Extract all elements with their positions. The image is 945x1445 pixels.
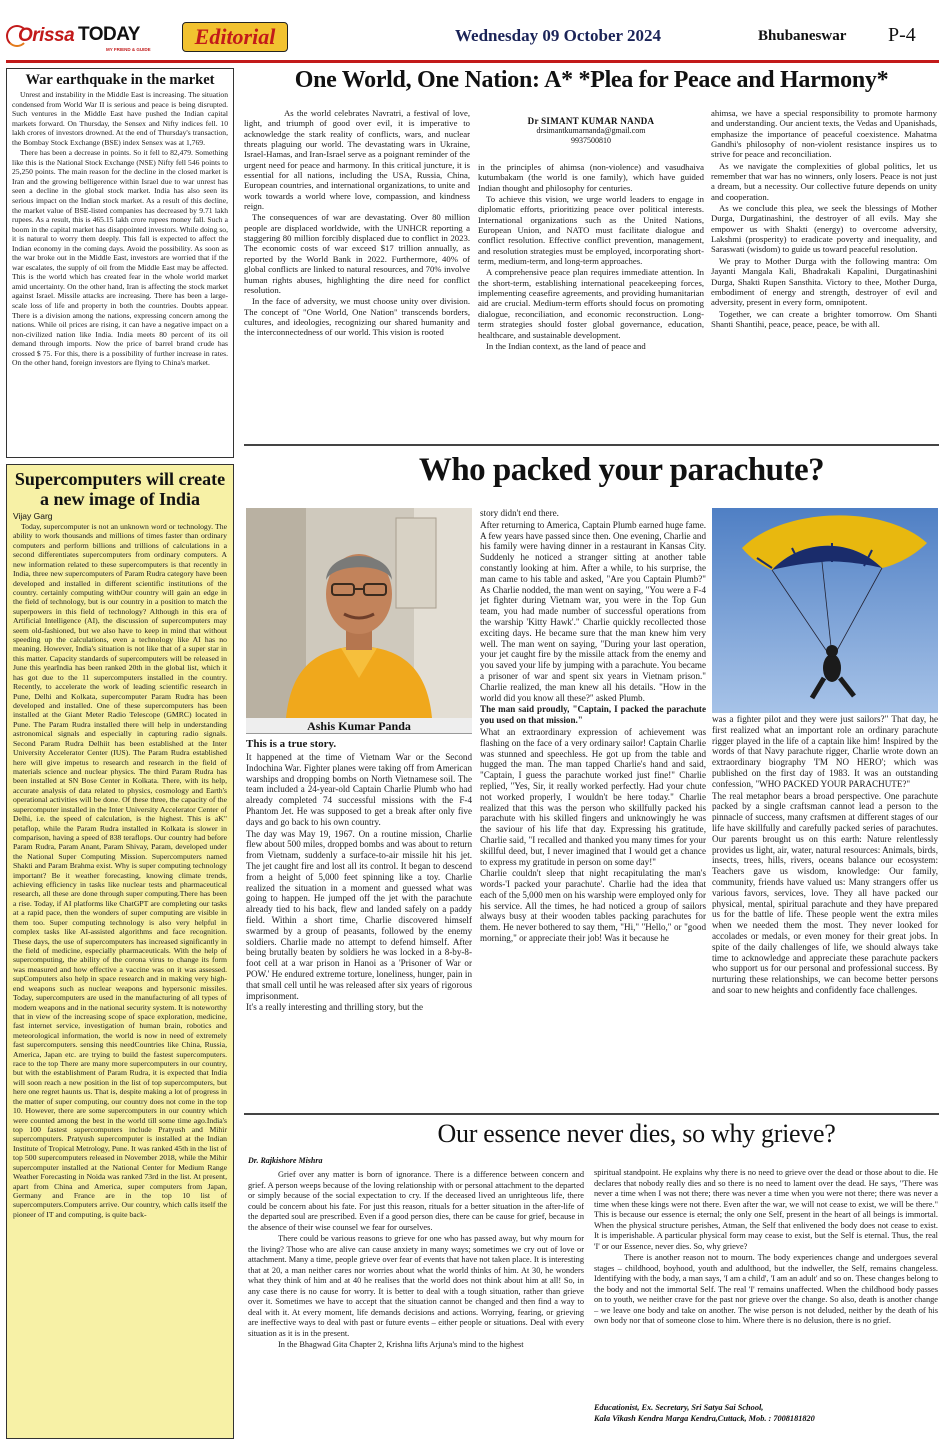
skydiver-parachute-icon (712, 508, 938, 713)
parachute-photo (712, 508, 938, 713)
parachute-column-2 (480, 508, 706, 1108)
world-column-2 (478, 162, 704, 438)
author-photo (246, 508, 472, 718)
edition-city: Bhubaneswar (758, 28, 847, 44)
paragraph: There could be various reasons to grieve for one who has passed away, but why mourn for the living? Those who are alive can cause anxiety in many ways; sometimes we cry out of love or attachment. Many a time, people grieve over fear of events that have not taken place. It is interesting that at 20, a man neither cares nor worries about what the world thinks of him. At 30, he wonders what they think of him and at 40 he realises that the world does not think about him at all! So, in any case there is no cause for worry. It is better to deal with a tough situation, rather than grieve over it. Sometimes we have to accept that the situation cannot be changed and then find a way to deal with it. At every moment, life demands decisions and actions. Worrying, fearing, or grieving are ineffective ways to deal with past or future events – either people or situations. Deal with every situation as it is in the present. (248, 1234, 584, 1338)
paragraph: In the face of adversity, we must choose unity over division. The concept of "One World, One Nation" transcends borders, cultures, and ideologies, recognizing our shared humanity and the interconnectedness of our world. This vision is rooted (244, 296, 470, 338)
paragraph: As we navigate the complexities of global politics, let us remember that war has no winners, only losers. Peace is not just a dream, but a necessity. Our collective future depends on unity and cooperation. (711, 160, 937, 202)
paragraph: After returning to America, Captain Plumb earned huge fame. A few years have passed since then. One evening, Charlie and his family were having dinner in a restaurant in Kansas City. Suddenly he noticed a stranger sitting at another table constantly looking at him. After a while, to his surprise, the man came to his table and asked, "Are you Captain Plumb?" As Charlie nodded, the man went on saying, "You were a F-4 jet fighter during Vietnam war, you were in the Top Gun team, you had made number of successful operations from the warship 'Kitty Hawk'." Charlie quickly recollected those exciting days. He became sure that the man knew him very well. The man went on saying, "During your last operation, your jet caught fire by the missile attack from the enemy and you saved your life by jumping with a parachute. You became a prisoner of war and spent six years in Vietnam prison." Charlie realized, the man knew all his details. "How in the world did you know all these?" asked Plumb. (480, 519, 706, 703)
paragraph: It's a really interesting and thrilling story, but the (246, 1002, 424, 1013)
paragraph: Today, supercomputer is not an unknown word or technology. The ability to work thousands and millions of times faster than ordinary computers and perform billions and trillions of calculations in a second differentiates supercomputers from ordinary computers. A new information related to these supercomputers is that recently in India, three new supercomputers of Param Rudra category have been developed and installed in different scientific institutions of the country. certainly computing withOur country will gain an edge in the field of technology, but is our country in a position to match the superpowers in this field of technology? Although in this era of Artificial Intelligence (AI), the discussion of supercomputers may seem old-fashioned, but we also have to keep in mind that without speeding up the calculations, even a technology like AI has no meaning. However, India's situation is not like that of a super star in this matter. Capacity standards of supercomputers will be released in June this yearIndia has been ranked 20th in the global list, which it has got due to the 11 supercomputers installed in the country. Recently, to accelerate the work of leading scientific research in Pune, Delhi and Kolkata, supercomputer Param Rudra has been developed and installed. One of these supercomputers has been installed at the Giant Meter Radio Telescope (GMRC) located in Pune. The Param Rudra installed there will help in understanding astronomical signals and especially in capturing radio signals. Second Param Rudra Delhiit has been established at the Inter University Accelerator Center (IUS). The Param Rudra established here will give impetus to research and research in the field of materials science and nuclear physics. The third Param Rudra has been installed at SN Bose Center in Kolkata. There, with its help, accurate analysis of data related to physics, cosmology and Earth's operational activities will be done. Of these three, the capacity of the supercomputer installed in the Inter University Accelerator Center of Delhi, i.e. the speed of calculation, is the highest. This is aK" petaflop, while the Param Rudra installed in Kolkata is slower in comparison, having a speed of 838 teraflops. Our country had before Param Rudra, Param Anant, Param Shivay, Param, developed under the National Super Computing Mission. Supercomputers named Shakti and Param Brahma exist. Why is super computing technology important? Be it weather forecasting, knowing climate trends, achieving efficiency in tasks like nuclear tests and pharmaceutical research, all these are done through super computing.There has been a rise. Today, if AI platforms like ChatGPT are completing our tasks at a rapid pace, then the wonders of super computing are visible in them too. Super computing technology is also very helpful in complex tasks like AI-assisted algorithms and face recognition. These days, the use of supercomputers has increased significantly in the field of medicine, especially pharmaceuticals. With the help of supercomputing, the ability of the corona virus to change its form was measured and how effective a vaccine was on it was assessed. supComputers also help in space research and in making very high-end weapons such as nuclear weapons and hypersonic missiles. Today, supercomputers are used in the manufacturing of all types of modern weapons and in the national security system. It is noteworthy that in view of the increasing scope of space exploration, medicine, fast internet service, investigation of human brain, robotics and meteorological information, the world is now in need of extremely fast supercomputers. sensing this needCountries like China, Russia, America, Japan etc. are trying to build the fastest supercomputers. race to the top There are many more supercomputers in our country, but with the establishment of Param Rudra, it is expected that India will soon reach a new position in the list of top supercomputers, but here one regret haunts us. That is, despite making a lot of progress in the matter of super computing, our country does not come in the top 10. However, there are some supercomputers in our country which were counted among the best in the world till some time ago.India's top 100 fastest supercomputers include Pratyush and Mihir supercomputers. Pratyush supercomputer is installed at the Indian Institute of Tropical Metrology, Pune. It was ranked 45th in the list of top 500 supercomputers released in November 2018, while the Mihir supercomputer installed at the National Center for Medium Range Weather Forecasting in Noida was ranked 73rd in the list. At present, apart from China and America, super computers from Japan, Germany and France are in the top 10 list of supercomputers.Computers arrive. Our country, which calls itself the pioneer of IT and computing, is quite back- (13, 522, 227, 1219)
author-signature (594, 1402, 938, 1424)
paragraph: The consequences of war are devastating. Over 80 million people are displaced worldwide, with the UNHCR reporting a staggering 80 million forcibly displaced due to conflict in 2023. The economic costs of war exceed $17 trillion annually, as reported by the World Bank in 2022. Furthermore, 40% of global conflicts are linked to natural resources, and 70% involve human rights abuses, highlighting the dire need for conflict resolution. (244, 212, 470, 295)
paragraph: Together, we can create a brighter tomorrow. Om Shanti Shanti Shantihi, peace, peace, peace, be with all. (711, 308, 937, 329)
paragraph: As we conclude this plea, we seek the blessings of Mother Durga, Durgatinashini, the destroyer of all evils. May she empower us with Shakti (energy) to overcome adversity, Lakshmi (prosperity) to eradicate poverty and inequality, and Saraswati (wisdom) to guide us toward peaceful resolution. (711, 203, 937, 255)
world-byline (478, 116, 704, 146)
article-title-essence: Our essence never dies, so why grieve? (437, 1119, 836, 1148)
author-name: Dr SIMANT KUMAR NANDA (527, 116, 655, 126)
paragraph: There is another reason not to mourn. The body experiences change and undergoes several stages – childhood, boyhood, youth and adulthood, but the indweller, the Self, remains changeless. Identifying with the body, a man says, 'I am a child', 'I am an adult' and so on. These changes belong to the body and not the immortal Self. The real 'I' remains unaffected. When the childhood body passes on to youth, we neither crave for the past nor grieve over the change. So also, death is another change – we leave one body and take on another. The wise person is not deluded, neither by the death of his own body nor that of someone close to him. Where there is no delusion, there is no grief. (594, 1253, 938, 1325)
author-email: drsimantkumarnanda@gmail.com (536, 126, 646, 135)
subheading: This is a true story. (246, 738, 337, 750)
author-credentials: Educationist, Ex. Secretary, Sri Satya Sai School, (594, 1403, 764, 1412)
paragraph: As the world celebrates Navratri, a festival of love, light, and triumph of good over evil, it is imperative to acknowledge the stark reality of conflicts, wars, and nuclear threats plaguing our world. The devastating wars in Ukraine, Israel-Hamas, and Iran-Israel serve as a poignant reminder of the urgent need for peace and harmony. In this critical juncture, it is essential for all nations, including the USA, Russia, China, European countries, and international organizations, to unite and work towards a world where love, compassion, and kindness reign. (244, 108, 470, 212)
parachute-column-3 (712, 714, 938, 1108)
article-war-earthquake (6, 68, 234, 458)
article-author: Vijay Garg (13, 511, 53, 521)
article-title: Supercomputers will create a new image of India (14, 469, 226, 509)
article-supercomputers (6, 464, 234, 1439)
photo-caption: Ashis Kumar Panda (246, 718, 472, 734)
paragraph: It happened at the time of Vietnam War or the Second Indochina War. Fighter planes were taking off from American warships and dropping bombs on North Vietnamese soil. The team included a 24-year-old Captain Charlie Plumb who had already completed 74 successful missions with the F-4 Phantom Jet. He was supposed to get a break after only five days and go back to his own country. (246, 752, 472, 827)
paragraph: In the Bhagwad Gita Chapter 2, Krishna lifts Arjuna's mind to the highest (278, 1340, 524, 1349)
section-badge: Editorial (182, 22, 288, 52)
paragraph: Charlie couldn't sleep that night recapitulating the man's words-'I packed your parachute'. Charlie had the idea that each of the 5,000 men on his warship were employed only for his service. All the times, he had noticed a group of sailors always busy at their wooden tables packing parachutes for them. He never bothered to say them, "Hi," "Hello," or "good morning," or appreciate their job! Was it because he (480, 868, 706, 944)
parachute-column-1 (246, 738, 472, 1108)
world-column-3 (711, 108, 937, 438)
paragraph: Unrest and instability in the Middle East is increasing. The situation condensed from World War II is serious and peace is being disrupted. Such ventures in the Middle East have pushed the Indian capital markets forward. On Thursday, the Sensex and Nifty indices fell. 10 lakh crores of investors drowned. At the end of Thursday's transaction, the Bombay Stock Exchange (BSE) index Sensex was at 1,769. (12, 90, 228, 147)
paragraph: ahimsa, we have a special responsibility to promote harmony and understanding. Our ancient texts, the Vedas and Upanishads, emphasize the importance of peaceful coexistence. Mahatma Gandhi's philosophy of non-violent resistance inspires us to strive for peace and reconciliation. (711, 108, 937, 160)
paragraph: There has been a decrease in points. So it fell to 82,479. Something like this is the National Stock Exchange (NSE) Nifty fell 546 points to 25,250 points. The main reason for the decline in the closed market is Iran and the growing belligerence within Israel due to war unrest has seen a decline in the global stock market. India has also seen its serious impact on the Indian stock market. As a result of this decline, the market value of BSE-listed companies has decreased by 9.71 lakh rupees. As a result, this is 465.15 lakh crore rupees money fall. Such a boom in the capital market has disappointed investors. While doing so, it is natural to worry them deeply. This fall is expected to affect the Indian economy in the coming days. Avoid the possibility. As soon as the war broke out in the Middle East, investors are worried that if the war escalates, the supply of oil from the Middle East may be affected. This is the world which has created fear in the whole world market amid uncertainty. On the other hand, Iran is affecting the stock market against Israel. Missile attacks are increasing. There has been a large-scale loss of life and property in both the countries. Doubts appear. There is a division among the nations, expressing concern among the nations. While oil prices are rising, it can have a negative impact on a non-civilized nation like India. India meets 80 percent of its oil demand through imports. Now the price of barrel brand crude has crossed $ 75. For this, there is a possibility of further increase in rates. On the other hand, foreign investors are flying to China's market. (12, 148, 228, 368)
page-number: P-4 (888, 24, 916, 46)
header-divider (6, 60, 939, 63)
logo-orissa-text: Orissa (18, 25, 75, 46)
author-portrait-icon (246, 508, 472, 718)
paragraph: story didn't end there. (480, 508, 559, 518)
paragraph: spiritual standpoint. He explains why there is no need to grieve over the dead or those about to die. He declares that nobody really dies and so there is no need to lament over the dead. He says, "There was never a time when I was not there; there was never a time when you were not there; there was never a time when these kings were not there. Even after the war, we will not cease to exist, we will be there." This is because our essence is eternal; the only one Self, present in the heart of all beings is immortal. When the physical structure perishes, Atman, the Self that enlivened the body does not cease to exist. It is imperishable. A particular physical form may cease to exist, but the Self is eternal. Thus, the real 'I' or our Essence, never dies. So, why grieve? (594, 1168, 938, 1251)
masthead-logo (6, 20, 156, 54)
logo-tagline: MY FRIEND & GUIDE (106, 47, 151, 52)
essence-column-1 (248, 1170, 584, 1440)
paragraph: The real metaphor bears a broad perspective. One parachute packed by a single craftsman cannot lead a person to the pinnacle of success, many craftsmen at different stages of our life have skillfully and carefully packed series of parachutes. Our parents brought us on this earth: Nature relentlessly provides us light, air, water, natural resources: Animals, birds, insects, trees, hills, rivers, oceans balance our ecosystem: Teachers gave us wisdom, knowledge: Our family, community, friends have valued us: Many strangers offer us various favors, services, love. They all have packed our physical, mental, spiritual parachute and they have prepared us for the battle of life. These people went the extra miles when we needed them the most. They never looked for accolades or medals, or even money for their great jobs. In spite of the daily challenges of life, we should always take time to acknowledge and appreciate these parachute packers who support us for our personal and professional success. By nurturing these relationships, we can become better persons and soar to new heights and confidently face challenges. (712, 790, 938, 995)
author-address: Kala Vikash Kendra Marga Kendra,Cuttack, Mob. : 7008181820 (594, 1414, 815, 1423)
subheading: The man said proudly, "Captain, I packed the parachute you used on that mission." (480, 704, 706, 726)
paragraph: The day was May 19, 1967. On a routine mission, Charlie flew about 500 miles, dropped bombs and was about to return from Vietnam, suddenly a surface-to-air missile hit his jet. The jet caught fire and lost all its control. It began to descend from a height of 5,000 feet spinning like a toy. Charlie realized the situation in a moment and guessed what was going to happen. He jumped off the jet with the parachute already tied to his back, flew and landed safely on a paddy field. Within a short time, Charlie discovered himself swarmed by a group of peasants, followed by the enemy soldiers. Charlie made no attempt to defend himself. After being brutally beaten by soldiers he was locked in a 8-by-8-foot cell at a war prison in Hanoi as a 'Prisoner of War or POW.' He endured extreme torture, loneliness, hunger, pain in that small cell until he was released after six years of rigorous imprisonment. (246, 828, 472, 1001)
paragraph: We pray to Mother Durga with the following mantra: Om Jayanti Mangala Kali, Bhadrakali Kapalini, Durgatinashini Durga, Shakti Rupen Sansthita. Victory to thee, Mother Durga, embodiment of energy and strength, destroyer of evil and adversity, present in every form, omnipotent. (711, 255, 937, 308)
section-divider (244, 444, 939, 446)
world-column-1 (244, 108, 470, 438)
paragraph: Grief over any matter is born of ignorance. There is a difference between concern and grief. A person weeps because of the loving relationship with or personal attachment to the departed or simply because of the social expectation to cry. If the deceased lived an unrighteous life, there could be concern about his fate. For just this reason, rituals for a better situation in the after-life of the departed soul are prescribed. Even if a good person dies, there can be cause for grief, because in the absence of their wise counsel we fear for ourselves. (248, 1170, 584, 1232)
section-divider (244, 1113, 939, 1115)
paragraph: in the principles of ahimsa (non-violence) and vasudhaiva kutumbakam (the world is one family), which have guided Indian thought and philosophy for centuries. (478, 162, 704, 193)
paragraph: To achieve this vision, we urge world leaders to engage in diplomatic efforts, prioritizing peace over political interests. International organizations such as the United Nations, European Union, and NATO must facilitate dialogue and conflict resolution. Effective conflict prevention, management, and resolution strategies must be employed, incorporating short-term, medium-term, and long-term approaches. (478, 194, 704, 267)
article-author: Dr. Rajkishore Mishra (248, 1156, 323, 1165)
paragraph: In the Indian context, as the land of peace and (486, 340, 646, 351)
paragraph: A comprehensive peace plan requires immediate attention. In the short-term, establishing international peacekeeping forces, implementing ceasefire agreements, and providing humanitarian aid are crucial. Medium-term efforts should focus on promoting dialogue, reconciliation, and economic reconstruction. Long-term strategies should foster global governance, education, healthcare, and sustainable development. (478, 267, 704, 340)
article-body (13, 522, 227, 1219)
article-title: War earthquake in the market (25, 72, 215, 88)
issue-date: Wednesday 09 October 2024 (455, 26, 662, 45)
logo-today-text: TODAY (78, 24, 140, 45)
paragraph: What an extraordinary expression of achievement was flashing on the face of a very ordinary sailor! Captain Charlie was stunned and speechless. He got up from the table and hugged the man. The man tapped Charlie's hand and said, "Captain, I guess the parachute worked just fine!" Charlie replied, "Yes, Sir, it really worked perfectly. Had your chute not worked properly, I wouldn't be here today." Charlie realized that this was the person who skillfully packed his parachute with his skilled fingers and unknowingly he was the saviour of his life that day. Expressing his gratitude, Charlie said, "I recalled and thanked you many times for your skillful deed, but, I never imagined that I would get a chance to express my gratitude in person on some day!" (480, 726, 706, 867)
article-title-world: One World, One Nation: A* *Plea for Peace and Harmony* (294, 67, 889, 93)
paragraph: was a fighter pilot and they were just sailors?" That day, he first realized what an important role an ordinary parachute rigger played in the life of a captain like him! Inspired by the words of that Navy parachute rigger, Charlie wrote down an extraordinary biography 'I'M NO HERO'; which was published on the first day of 1983. It was an outstanding confession, "WHO PACKED YOUR PARACHUTE?" (712, 714, 938, 789)
author-phone: 9937500810 (571, 136, 611, 145)
essence-column-2 (594, 1168, 938, 1416)
article-body (12, 90, 228, 368)
article-title-parachute: Who packed your parachute? (418, 452, 825, 488)
